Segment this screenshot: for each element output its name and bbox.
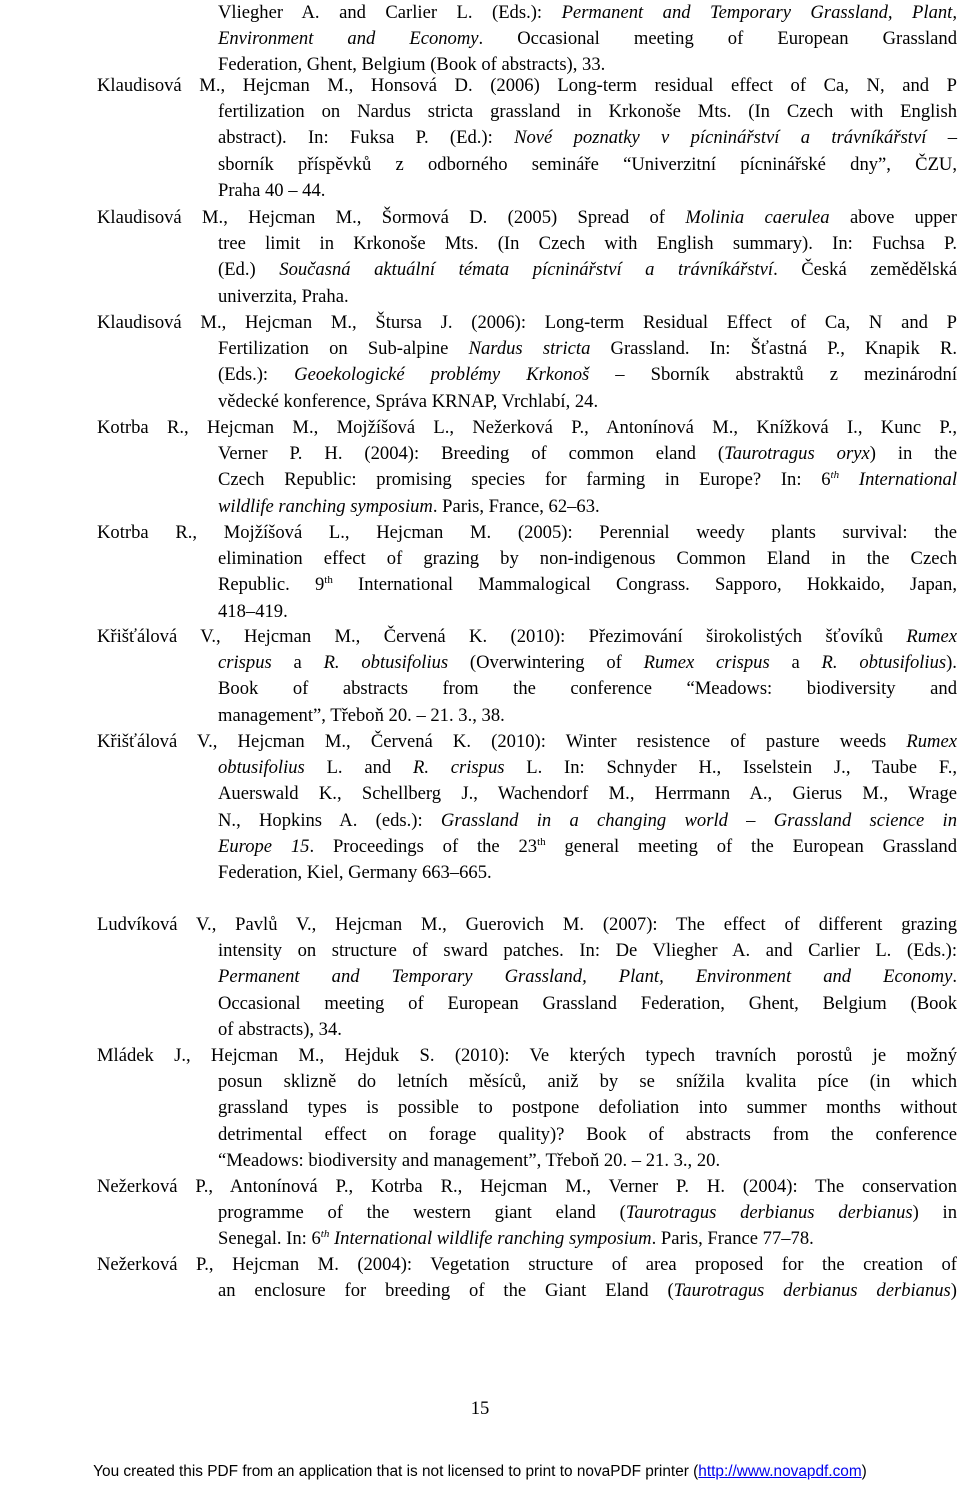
reference-line: Auerswald K., Schellberg J., Wachendorf M., Herrmann A., Gierus M., Wrage: [218, 783, 957, 805]
reference-line: Ludvíková V., Pavlů V., Hejcman M., Guerovich M. (2007): The effect of different grazing: [97, 914, 957, 935]
reference-line: obtusifolius L. and R. crispus L. In: Schnyder H., Isselstein J., Taube F.,: [218, 757, 957, 779]
reference-line: Křišťálová V., Hejcman M., Červená K. (2010): Přezimování širokolistých šťovíků Rumex: [97, 626, 957, 647]
reference-line: Occasional meeting of European Grassland Federation, Ghent, Belgium (Book: [218, 992, 957, 1014]
reference-line: posun sklizně do letních měsíců, aniž by se snížila kvalita píce (in which: [218, 1071, 957, 1093]
reference-line: Fertilization on Sub-alpine Nardus stricta Grassland. In: Šťastná P., Knapik R.: [218, 338, 957, 360]
reference-entry: [97, 415, 957, 520]
reference-line: Klaudisová M., Hejcman M., Šormová D. (2005) Spread of Molinia caerulea above upper: [97, 207, 957, 228]
reference-line: an enclosure for breeding of the Giant Eland (Taurotragus derbianus derbianus): [218, 1280, 957, 1302]
reference-line: (Eds.): Geoekologické problémy Krkonoš – Sborník abstraktů z mezinárodní: [218, 364, 957, 386]
pdf-printer-footer: [0, 1463, 960, 1481]
reference-entry: [97, 1043, 957, 1174]
reference-line: detrimental effect on forage quality)? Book of abstracts from the conference: [218, 1123, 957, 1145]
reference-entry: [97, 520, 957, 625]
reference-entry: [97, 912, 957, 1043]
reference-line: univerzita, Praha.: [218, 285, 349, 307]
reference-line: Federation, Kiel, Germany 663–665.: [218, 862, 492, 884]
reference-entry: [97, 729, 957, 886]
reference-line: Europe 15. Proceedings of the 23th general meeting of the European Grassland: [218, 835, 957, 857]
reference-line: Nežerková P., Antonínová P., Kotrba R., Hejcman M., Verner P. H. (2004): The conservation: [97, 1176, 957, 1197]
reference-line: Republic. 9th International Mammalogical Congrass. Sapporo, Hokkaido, Japan,: [218, 574, 957, 596]
reference-line: management”, Třeboň 20. – 21. 3., 38.: [218, 704, 505, 726]
reference-line: Nežerková P., Hejcman M. (2004): Vegetation structure of area proposed for the creation of: [97, 1254, 957, 1275]
page-number: 15: [470, 1398, 490, 1419]
reference-entry: [97, 624, 957, 729]
novapdf-link[interactable]: http://www.novapdf.com: [698, 1463, 862, 1480]
reference-line: Klaudisová M., Hejcman M., Štursa J. (2006): Long-term Residual Effect of Ca, N and P: [97, 312, 957, 333]
reference-entry: [97, 310, 957, 415]
reference-line: grassland types is possible to postpone defoliation into summer months without: [218, 1097, 957, 1119]
reference-line: Mládek J., Hejcman M., Hejduk S. (2010): Ve kterých typech travních porostů je možný: [97, 1045, 957, 1066]
reference-entry: [97, 1174, 957, 1253]
reference-line: Environment and Economy. Occasional meeting of European Grassland: [218, 28, 957, 50]
reference-line: vědecké konference, Správa KRNAP, Vrchlabí, 24.: [218, 390, 599, 412]
reference-entry: [97, 1252, 957, 1304]
reference-line: of abstracts), 34.: [218, 1018, 342, 1040]
reference-line: wildlife ranching symposium. Paris, France, 62–63.: [218, 495, 600, 517]
reference-line: (Ed.) Současná aktuální témata pícninářství a trávníkářství. Česká zemědělská: [218, 259, 958, 281]
reference-line: Kotrba R., Hejcman M., Mojžíšová L., Nežerková P., Antonínová M., Knížková I., Kunc P.,: [97, 417, 957, 438]
reference-line: abstract). In: Fuksa P. (Ed.): Nové poznatky v pícninářství a trávníkářství –: [218, 127, 958, 149]
reference-entry: [97, 205, 957, 310]
reference-line: Vliegher A. and Carlier L. (Eds.): Permanent and Temporary Grassland, Plant,: [218, 2, 957, 23]
reference-line: “Meadows: biodiversity and management”, Třeboň 20. – 21. 3., 20.: [218, 1149, 721, 1171]
reference-line: Permanent and Temporary Grassland, Plant, Environment and Economy.: [218, 966, 957, 988]
reference-line: fertilization on Nardus stricta grassland in Krkonoše Mts. (In Czech with English: [218, 101, 957, 123]
reference-entry: [97, 73, 957, 204]
reference-line: crispus a R. obtusifolius (Overwintering of Rumex crispus a R. obtusifolius).: [218, 652, 957, 674]
reference-line: Book of abstracts from the conference “Meadows: biodiversity and: [218, 678, 957, 700]
reference-line: Křišťálová V., Hejcman M., Červená K. (2010): Winter resistence of pasture weeds Rumex: [97, 731, 957, 752]
reference-line: Kotrba R., Mojžíšová L., Hejcman M. (2005): Perennial weedy plants survival: the: [97, 522, 957, 543]
reference-line: Senegal. In: 6th International wildlife ranching symposium. Paris, France 77–78.: [218, 1228, 814, 1250]
reference-line: Federation, Ghent, Belgium (Book of abstracts), 33.: [218, 54, 606, 76]
reference-line: tree limit in Krkonoše Mts. (In Czech with English summary). In: Fuchsa P.: [218, 233, 957, 255]
reference-line: Verner P. H. (2004): Breeding of common eland (Taurotragus oryx) in the: [218, 443, 957, 465]
reference-line: 418–419.: [218, 600, 288, 622]
reference-line: elimination effect of grazing by non-indigenous Common Eland in the Czech: [218, 548, 957, 570]
reference-line: programme of the western giant eland (Taurotragus derbianus derbianus) in: [218, 1202, 957, 1224]
reference-line: Klaudisová M., Hejcman M., Honsová D. (2006) Long-term residual effect of Ca, N, and P: [97, 75, 957, 96]
reference-line: N., Hopkins A. (eds.): Grassland in a changing world – Grassland science in: [218, 809, 957, 831]
reference-line: Praha 40 – 44.: [218, 179, 326, 201]
footer-text: You created this PDF from an application that is not licensed to print to novaPDF printer (: [93, 1463, 699, 1480]
reference-line: sborník příspěvků z odborného semináře “Univerzitní pícninářské dny”, ČZU,: [218, 153, 957, 175]
reference-line: intensity on structure of sward patches. In: De Vliegher A. and Carlier L. (Eds.):: [218, 940, 957, 962]
footer-text-end: ): [861, 1463, 867, 1480]
reference-entry-continued: [97, 0, 957, 79]
reference-line: Czech Republic: promising species for farming in Europe? In: 6th International: [218, 469, 958, 491]
